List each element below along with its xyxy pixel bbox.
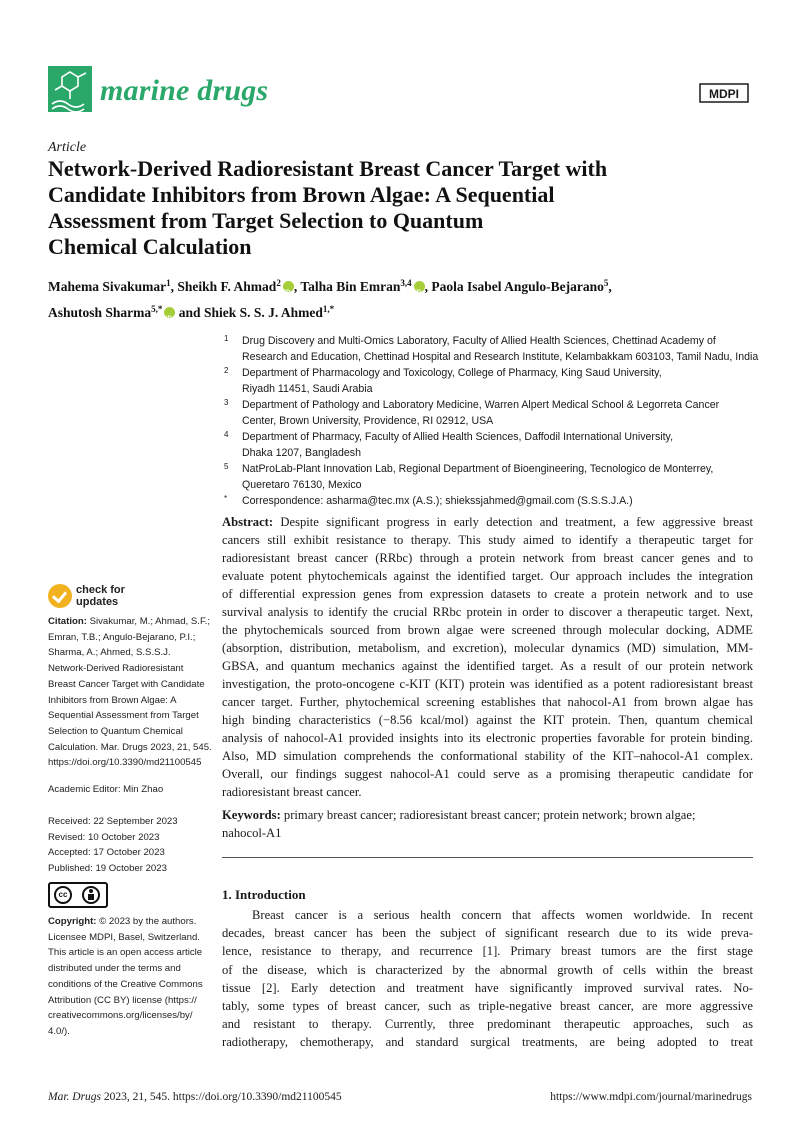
author-affil-sup: 5,* (151, 304, 163, 314)
intro-line: and resistant to therapy. Currently, three predominant therapeutic approaches, such as (222, 1017, 753, 1032)
check-updates-label: updates (76, 596, 119, 608)
copyright-line: conditions of the Creative Commons (48, 978, 203, 990)
date-accepted: Accepted: 17 October 2023 (48, 847, 165, 859)
title-line: Candidate Inhibitors from Brown Algae: A Sequential (48, 182, 555, 207)
article-type: Article (48, 140, 87, 155)
cc-by-icon[interactable] (48, 882, 108, 908)
affiliation-line: NatProLab-Plant Innovation Lab, Regional Department of Bioengineering, Tecnologico de Monterrey, (242, 463, 714, 475)
footer-journal: Mar. Drugs (48, 1091, 102, 1103)
author-line (48, 298, 754, 324)
check-for-updates-button[interactable] (48, 582, 138, 610)
publication-dates (48, 814, 218, 877)
article-title (48, 156, 748, 260)
abstract-line: radioresistant breast cancer (RRbc) through a protein network from breast cancer genes and to (222, 551, 753, 565)
author-sep: and (175, 305, 204, 320)
copyright-label: Copyright: (48, 916, 97, 927)
keywords-line (222, 806, 753, 824)
journal-name: marine drugs (100, 74, 269, 107)
section-divider (222, 857, 753, 858)
affiliation-item (222, 366, 762, 397)
keywords-label: Keywords: (222, 808, 281, 822)
keywords-text: primary breast cancer; radioresistant breast cancer; protein network; brown algae; (280, 808, 696, 822)
author-sep: , (424, 279, 432, 294)
affiliation-line: Department of Pathology and Laboratory Medicine, Warren Alpert Medical School & Legorreta Cancer (242, 399, 720, 411)
footer-citation (48, 1091, 342, 1103)
citation-doi-link[interactable]: https://doi.org/10.3390/md21100545 (48, 757, 202, 769)
author-name[interactable]: Paola Isabel Angulo-Bejarano (431, 279, 604, 294)
intro-line: tably, some types of breast cancer, such as triple-negative breast cancer, are more aggressive (222, 999, 753, 1014)
affiliation-line: Department of Pharmacy, Faculty of Allied Health Sciences, Daffodil International University, (242, 431, 674, 443)
correspondence-item (222, 494, 762, 510)
orcid-icon[interactable] (283, 281, 294, 292)
citation-line: Selection to Quantum Chemical (48, 725, 183, 737)
footer-doi-link[interactable]: 2023, 21, 545. https://doi.org/10.3390/md21100545 (101, 1091, 342, 1103)
affiliation-item (222, 398, 762, 429)
affiliation-number: 3 (224, 398, 229, 407)
author-sep: , (170, 279, 178, 294)
citation-line: Calculation. Mar. Drugs 2023, 21, 545. (48, 741, 212, 753)
abstract-line: evaluate potent phytochemicals against the identified target. Our approach includes the integration (222, 569, 753, 583)
copyright-line: This article is an open access article (48, 947, 203, 959)
affiliation-number: 1 (224, 334, 229, 343)
affiliation-number: 4 (224, 430, 229, 439)
copyright-line (48, 914, 218, 930)
affiliation-number: * (224, 494, 228, 503)
correspondence-line[interactable]: Correspondence: asharma@tec.mx (A.S.); shiekssjahmed@gmail.com (S.S.S.J.A.) (242, 495, 633, 507)
author-sep: , (608, 279, 612, 294)
introduction-body (222, 906, 753, 1052)
intro-line: of the disease, which is characterized by the abnormal growth of cells within the breast (222, 962, 753, 977)
abstract-line: Overall, our findings suggest nahocol-A1 could serve as a promising therapeutic candidate for (222, 767, 753, 781)
affiliation-line: Drug Discovery and Multi-Omics Laboratory, Faculty of Allied Health Sciences, Chettinad Academy of (242, 335, 716, 347)
orcid-icon[interactable] (414, 281, 425, 292)
abstract-line: investigation, the proto-oncogene c-KIT (KIT) protein was identified as a potent radioresistant breast (222, 677, 753, 691)
author-affil-sup: 3,4 (400, 278, 412, 288)
citation-line: Sequential Assessment from Target (48, 710, 199, 722)
intro-line: decades, breast cancer has been the subject of significant research due to its wide preva- (222, 926, 753, 941)
copyright-line: Licensee MDPI, Basel, Switzerland. (48, 931, 200, 943)
intro-line: radiotherapy, chemotherapy, and standard surgical treatments, are being adopted to treat (222, 1035, 753, 1050)
author-sep: , (293, 279, 301, 294)
author-affil-sup: 2 (276, 278, 281, 288)
citation-text: Sivakumar, M.; Ahmad, S.F.; (86, 616, 211, 627)
mdpi-logo-text: MDPI (709, 87, 739, 101)
keywords (222, 806, 753, 842)
citation-line: Inhibitors from Brown Algae: A (48, 694, 177, 706)
affiliation-number: 2 (224, 366, 229, 375)
citation-line: Network-Derived Radioresistant (48, 663, 184, 675)
abstract-line: cancer target. Further, phytochemical screening establishes that nahocol-A1 from brown algae has (222, 695, 753, 709)
check-badge-icon (48, 584, 72, 608)
abstract-line: survival analysis to identify the crucial RRbc protein in order to discover a therapeutic target. Next, (222, 605, 753, 619)
footer-journal-url[interactable]: https://www.mdpi.com/journal/marinedrugs (550, 1091, 752, 1103)
author-list (48, 272, 754, 324)
copyright-line: distributed under the terms and (48, 963, 181, 975)
affiliation-line: Research and Education, Chettinad Hospital and Research Institute, Kelambakkam 603103, Tamil Nadu, India (242, 350, 759, 363)
date-published: Published: 19 October 2023 (48, 863, 167, 875)
citation-line: Sharma, A.; Ahmed, S.S.S.J. (48, 647, 171, 659)
check-updates-label: check for (76, 584, 125, 596)
copyright-line: creativecommons.org/licenses/by/ (48, 1010, 193, 1022)
affiliation-item (222, 430, 762, 461)
cc-icon: cc (54, 886, 72, 904)
abstract-line: cancers still exhibit resistance to therapy. This study aimed to identify a therapeutic target for (222, 533, 753, 547)
mdpi-logo-icon (696, 80, 752, 108)
abstract-line: Also, MD simulation comprehends the conformational stability of the KIT–nahocol-A1 complex. (222, 749, 753, 763)
affiliation-item (222, 334, 762, 365)
abstract-line: the phytochemicals sourced from brown algae were screened through molecular docking, ADME (222, 623, 753, 637)
abstract-line: GBSA, and quantum mechanics against the identified target. As a result of our protein network (222, 659, 753, 673)
author-name[interactable]: Shiek S. S. J. Ahmed (203, 305, 323, 320)
abstract-line: analysis of nahocol-A1 provided insights into its electronic properties favorable for protein binding. (222, 731, 753, 745)
abstract-label: Abstract: (222, 515, 274, 529)
author-name[interactable]: Sheikh F. Ahmad (177, 279, 277, 294)
abstract-line: (absorption, distribution, metabolism, and excretion), molecular dynamics (MD) simulation, MM- (222, 641, 753, 655)
author-line (48, 272, 754, 298)
orcid-icon[interactable] (164, 307, 175, 318)
marine-molecule-icon (48, 66, 92, 112)
copyright-line: 4.0/). (48, 1025, 70, 1037)
intro-line: Breast cancer is a serious health concern that affects women worldwide. In recent (252, 908, 753, 922)
abstract-line (222, 513, 753, 531)
affiliation-line: Department of Pharmacology and Toxicology, College of Pharmacy, King Saud University, (242, 367, 662, 379)
citation-line: Breast Cancer Target with Candidate (48, 678, 205, 690)
by-person-icon (82, 886, 100, 904)
citation-line (48, 614, 218, 630)
author-name[interactable]: Mahema Sivakumar (48, 279, 167, 294)
abstract-line: radioresistant breast cancer. (222, 785, 362, 799)
abstract-text: Despite significant progress in early detection and treatment, a few aggressive breast (273, 515, 753, 529)
copyright-text: © 2023 by the authors. (96, 916, 197, 927)
citation-label: Citation: (48, 616, 87, 627)
date-received: Received: 22 September 2023 (48, 816, 178, 827)
author-name[interactable]: Talha Bin Emran (300, 279, 401, 294)
title-line: Assessment from Target Selection to Quantum (48, 208, 484, 233)
abstract-line: of differential expression genes from expression datasets to create a protein network and to use (222, 587, 753, 601)
author-affil-sup: 1,* (322, 304, 335, 314)
author-name[interactable]: Ashutosh Sharma (48, 305, 152, 320)
author-affil-sup: 5 (603, 278, 609, 288)
title-line: Network-Derived Radioresistant Breast Cancer Target with (48, 156, 608, 181)
keywords-line: nahocol-A1 (222, 826, 282, 840)
title-line: Chemical Calculation (48, 234, 252, 259)
abstract (222, 513, 753, 801)
date-revised: Revised: 10 October 2023 (48, 831, 160, 843)
affiliation-number: 5 (224, 462, 229, 471)
author-affil-sup: 1 (166, 278, 171, 288)
citation-line: Emran, T.B.; Angulo-Bejarano, P.I.; (48, 631, 196, 643)
academic-editor: Academic Editor: Min Zhao (48, 784, 164, 795)
intro-line: tissue [2]. Early detection and treatment have significantly improved survival rates. No- (222, 980, 753, 995)
affiliation-line: Dhaka 1207, Bangladesh (242, 446, 361, 459)
intro-line: lence, resistance to therapy, and recurrence [1]. Primary breast tumors are the first stage (222, 944, 753, 959)
abstract-line: high binding characteristics (−8.56 kcal/mol) against the KIT protein. Then, quantum chemical (222, 713, 753, 727)
copyright-line: Attribution (CC BY) license (https:// (48, 994, 197, 1006)
citation-block (48, 614, 218, 771)
section-heading-introduction: 1. Introduction (222, 887, 306, 902)
affiliation-list (222, 334, 762, 511)
affiliation-line: Riyadh 11451, Saudi Arabia (242, 382, 373, 395)
affiliation-line: Center, Brown University, Providence, RI 02912, USA (242, 414, 494, 427)
affiliation-item (222, 462, 762, 493)
affiliation-line: Queretaro 76130, Mexico (242, 478, 362, 491)
copyright-block (48, 914, 218, 1040)
